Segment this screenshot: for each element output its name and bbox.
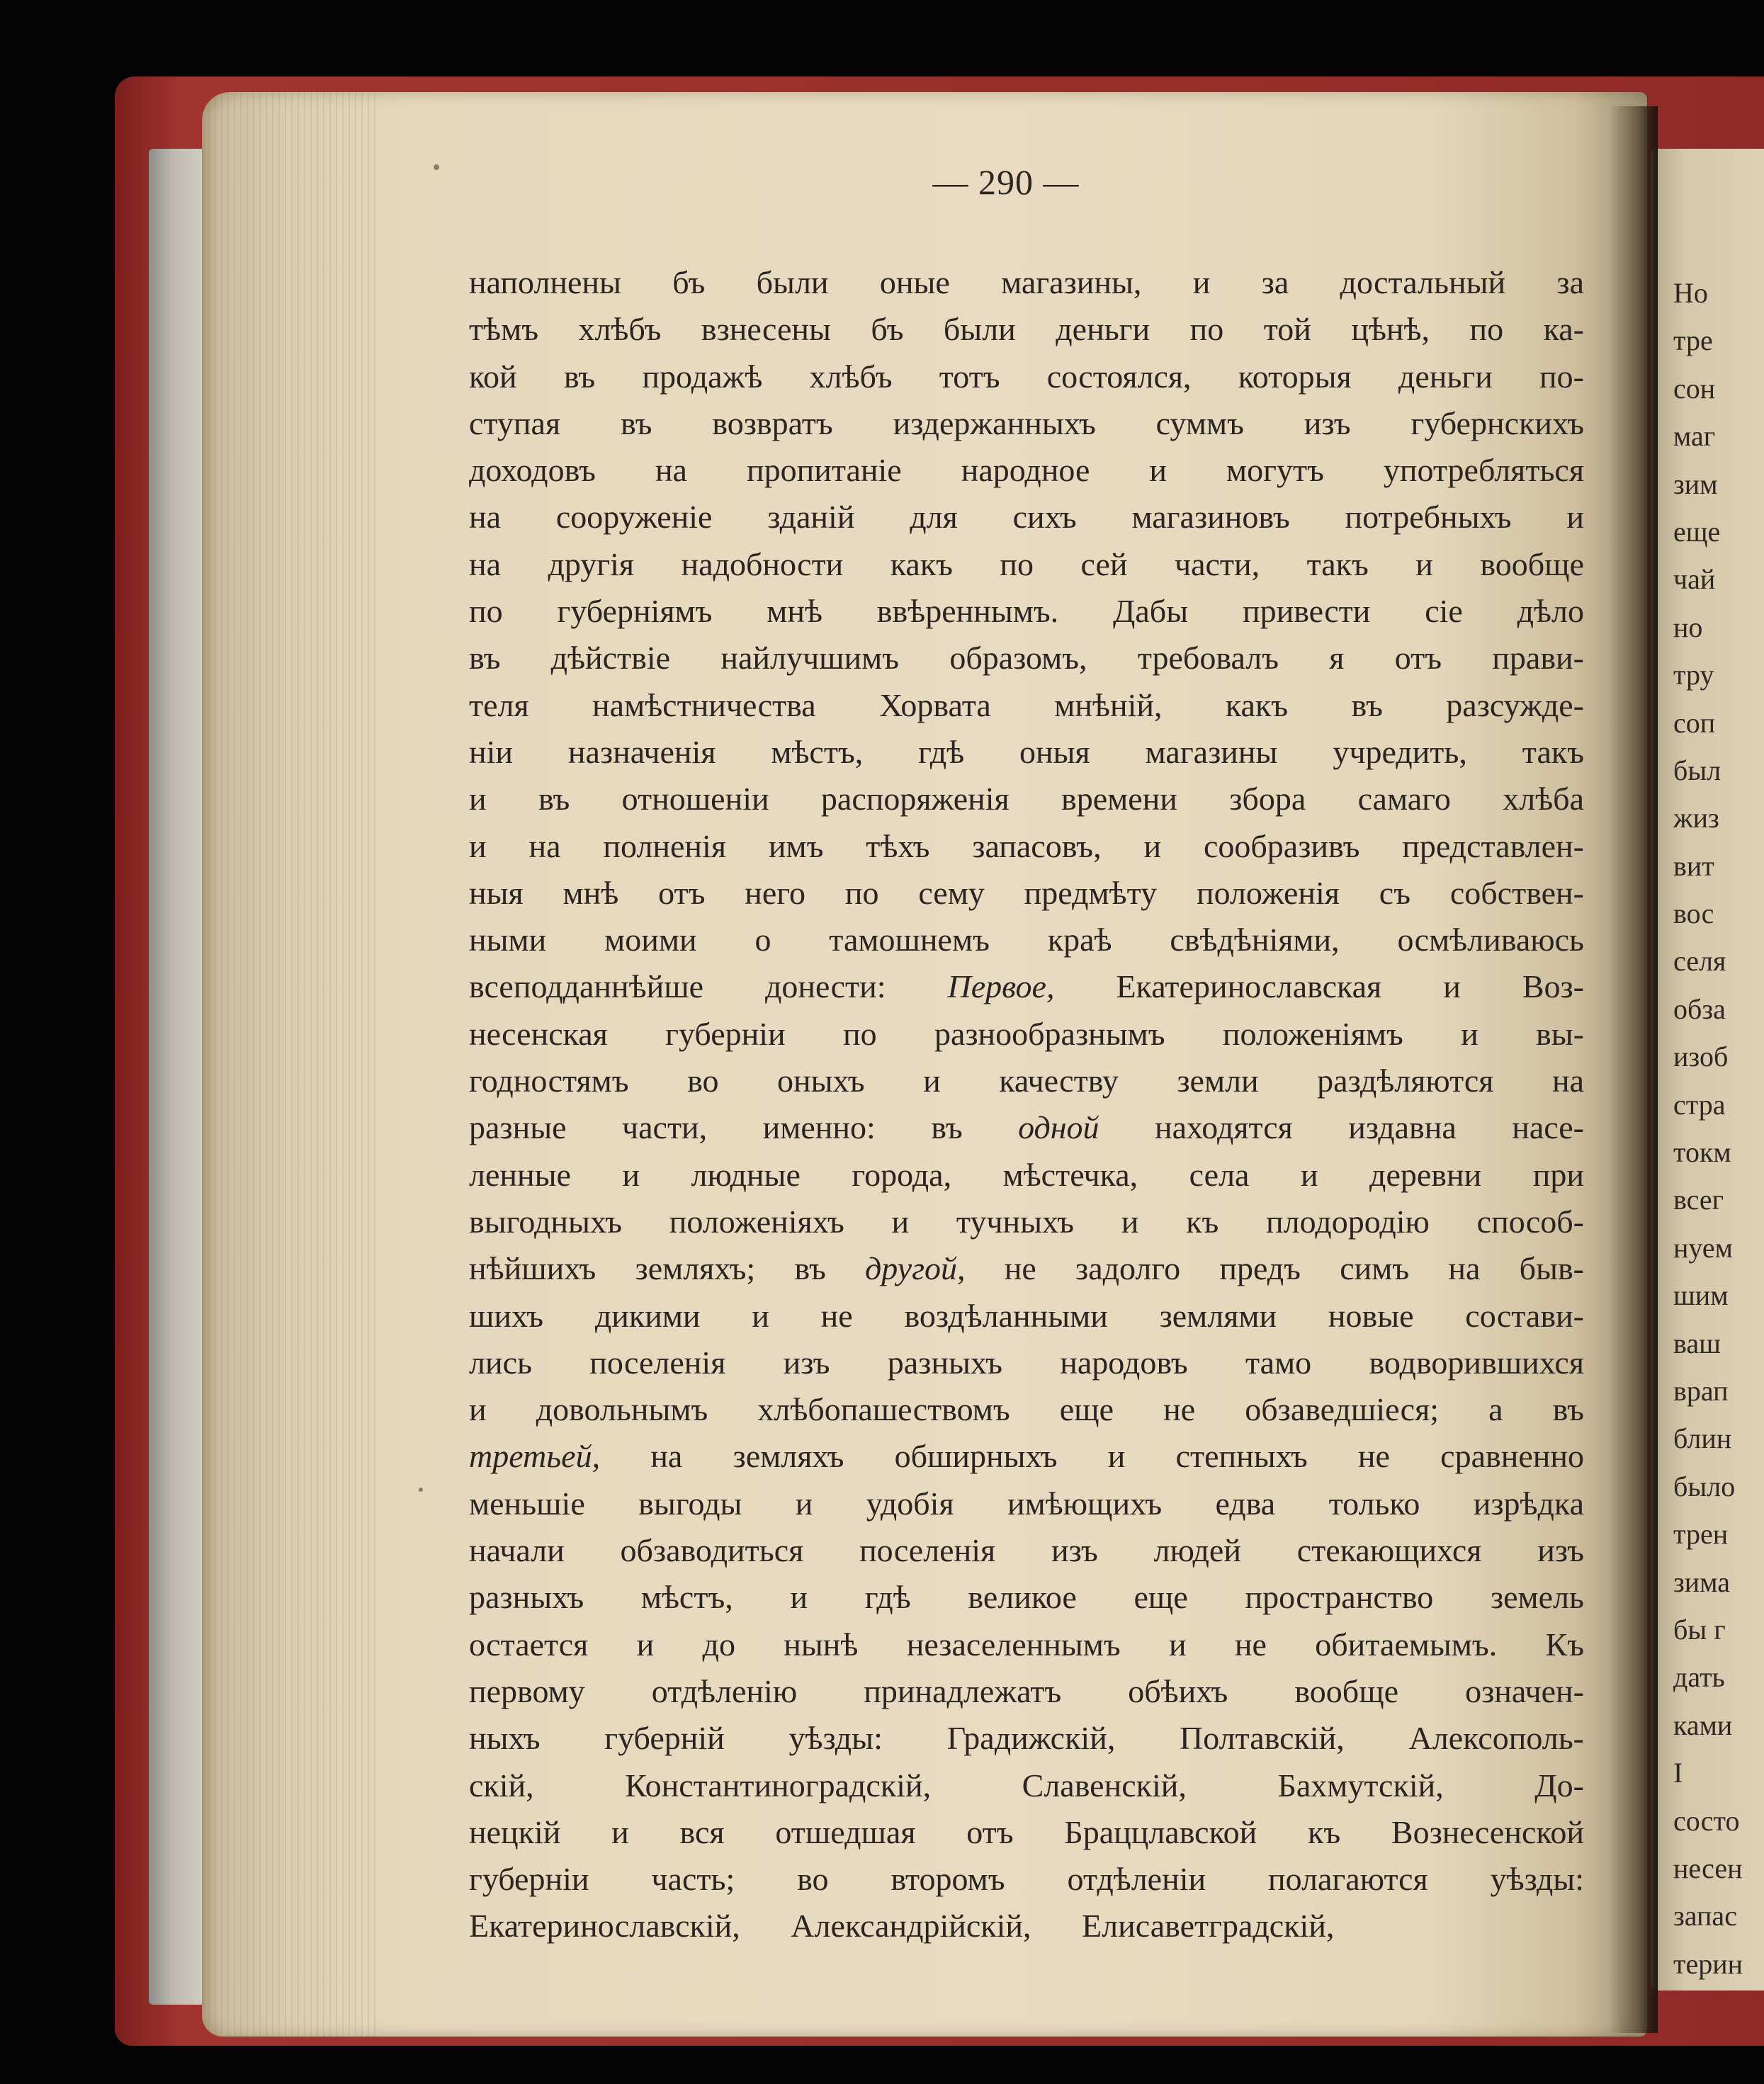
text-segment: теля намѣстничества Хорвата мнѣній, какъ въ разсужде- <box>469 686 1584 723</box>
text-segment: на другія надобности какъ по сей части, такъ и вообще <box>469 545 1584 582</box>
facing-page-line: маг <box>1673 420 1716 453</box>
facing-page-line: тру <box>1673 659 1714 691</box>
text-line <box>469 776 1584 822</box>
text-segment: и довольнымъ хлѣбопашествомъ еще не обзаведшіеся; а въ <box>469 1391 1584 1428</box>
facing-page-line: Но <box>1673 277 1708 309</box>
text-segment: губерніи часть; во второмъ отдѣленіи полагаются уѣзды: <box>469 1861 1584 1898</box>
text-line <box>469 1152 1584 1199</box>
text-line <box>469 682 1584 729</box>
text-line <box>469 1762 1584 1809</box>
facing-page-line: бы г <box>1673 1613 1726 1646</box>
text-segment: разныхъ мѣстъ, и гдѣ великое еще пространство земель <box>469 1579 1584 1616</box>
text-segment: выгодныхъ положеніяхъ и тучныхъ и къ плодородію способ- <box>469 1203 1584 1240</box>
book-gutter <box>1608 106 1658 2033</box>
text-line <box>469 1527 1584 1574</box>
text-segment: доходовъ на пропитаніе народное и могутъ употребляться <box>469 452 1584 489</box>
text-segment: въ дѣйствіе найлучшимъ образомъ, требовалъ я отъ прави- <box>469 640 1584 676</box>
facing-page-line: токм <box>1673 1136 1731 1169</box>
facing-page-line: всег <box>1673 1184 1724 1216</box>
facing-page-line: I <box>1673 1757 1683 1789</box>
facing-page-line: ками <box>1673 1709 1733 1741</box>
text-segment: начали обзаводиться поселенія изъ людей стекающихся изъ <box>469 1532 1584 1569</box>
facing-page-line: зим <box>1673 468 1718 500</box>
text-segment: несенская губерніи по разнообразнымъ положеніямъ и вы- <box>469 1015 1584 1052</box>
text-segment: и на полненія имъ тѣхъ запасовъ, и сообразивъ представлен- <box>469 827 1584 864</box>
text-line <box>469 494 1584 540</box>
facing-page-line: дать <box>1673 1661 1725 1694</box>
text-segment: наполнены бъ были оные магазины, и за достальный за <box>469 264 1584 300</box>
text-segment: скій, Константиноградскій, Славенскій, Бахмутскій, До- <box>469 1767 1584 1803</box>
text-line <box>469 353 1584 400</box>
text-line <box>469 1668 1584 1715</box>
text-line <box>469 1340 1584 1386</box>
text-segment: нѣйшихъ земляхъ; въ <box>469 1250 865 1287</box>
facing-page-line: терин <box>1673 1947 1743 1980</box>
facing-page-line: жиз <box>1673 802 1719 834</box>
text-line <box>469 729 1584 776</box>
facing-page-line: вит <box>1673 849 1714 882</box>
text-line <box>469 1386 1584 1433</box>
facing-page-line: запас <box>1673 1900 1737 1932</box>
text-segment: разные части, именно: въ <box>469 1109 1019 1146</box>
text-segment: ленные и людные города, мѣстечка, села и деревни при <box>469 1156 1584 1193</box>
facing-page-line: состо <box>1673 1804 1740 1837</box>
text-segment: шихъ дикими и не воздѣланными землями новые состави- <box>469 1297 1584 1334</box>
text-line <box>469 541 1584 588</box>
text-segment: находятся издавна насе- <box>1099 1109 1584 1146</box>
text-segment: на земляхъ обширныхъ и степныхъ не сравненно <box>600 1438 1584 1475</box>
text-line <box>469 447 1584 494</box>
text-segment: по губерніямъ мнѣ ввѣреннымъ. Дабы привести сіе дѣло <box>469 593 1584 630</box>
page-number: — 290 — <box>932 162 1080 202</box>
text-segment: годностямъ во оныхъ и качеству земли раздѣляются на <box>469 1063 1584 1099</box>
text-segment: ніи назначенія мѣстъ, гдѣ оныя магазины учредить, такъ <box>469 733 1584 770</box>
facing-page-line: изоб <box>1673 1041 1729 1073</box>
text-segment: Екатеринославскій, Александрійскій, Елисаветградскій, <box>469 1908 1335 1944</box>
text-line <box>469 635 1584 681</box>
text-segment: остается и до нынѣ незаселеннымъ и не обитаемымъ. Къ <box>469 1626 1584 1663</box>
facing-page-line: зима <box>1673 1565 1730 1598</box>
italic-word: Первое, <box>947 968 1055 1005</box>
text-line <box>469 1480 1584 1527</box>
text-line <box>469 1621 1584 1668</box>
text-segment: кой въ продажѣ хлѣбъ тотъ состоялся, которыя деньги по- <box>469 358 1584 395</box>
text-segment: и въ отношеніи распоряженія времени збора самаго хлѣба <box>469 781 1584 817</box>
facing-page-line: несен <box>1673 1852 1743 1884</box>
text-line <box>469 1903 1584 1949</box>
text-line <box>469 917 1584 963</box>
facing-page-line: обза <box>1673 992 1726 1025</box>
text-line <box>469 259 1584 306</box>
text-segment: нецкій и вся отшедшая отъ Браццлавской къ Вознесенской <box>469 1813 1584 1850</box>
text-line <box>469 1856 1584 1903</box>
italic-word: другой, <box>865 1250 966 1287</box>
facing-page-line: чай <box>1673 563 1716 596</box>
facing-page-line: селя <box>1673 945 1726 978</box>
page-edge-lines <box>202 92 379 2037</box>
facing-page-line: трен <box>1673 1518 1729 1551</box>
text-segment: тѣмъ хлѣбъ взнесены бъ были деньги по той цѣнѣ, по ка- <box>469 311 1584 348</box>
text-line <box>469 588 1584 635</box>
facing-page-line: блин <box>1673 1422 1732 1455</box>
facing-page-line: но <box>1673 611 1703 643</box>
text-segment: всеподданнѣйше донести: <box>469 968 948 1005</box>
text-line <box>469 1011 1584 1058</box>
text-line <box>469 400 1584 447</box>
text-segment: лись поселенія изъ разныхъ народовъ тамо водворившихся <box>469 1344 1584 1381</box>
text-segment: первому отдѣленію принадлежатъ обѣихъ вообще означен- <box>469 1672 1584 1709</box>
facing-page-line: вос <box>1673 897 1714 930</box>
text-segment: Екатеринославская и Воз- <box>1054 968 1584 1005</box>
text-line <box>469 1199 1584 1245</box>
text-segment: ступая въ возвратъ издержанныхъ суммъ изъ губернскихъ <box>469 404 1584 441</box>
text-line <box>469 1245 1584 1292</box>
facing-page-line: ваш <box>1673 1327 1721 1359</box>
facing-page-line: был <box>1673 754 1721 786</box>
facing-page-text <box>1673 269 1764 1988</box>
text-segment: не задолго предъ симъ на быв- <box>965 1250 1584 1287</box>
text-segment: ныя мнѣ отъ него по сему предмѣту положенія съ собствен- <box>469 874 1584 911</box>
text-segment: на сооруженіе зданій для сихъ магазиновъ потребныхъ и <box>469 499 1584 536</box>
page-body-text <box>469 259 1584 1950</box>
facing-page-line: было <box>1673 1470 1736 1502</box>
facing-page-line: еще <box>1673 515 1721 548</box>
text-line <box>469 1058 1584 1104</box>
text-line <box>469 1293 1584 1340</box>
text-line <box>469 1809 1584 1856</box>
italic-word: третьей, <box>469 1438 601 1475</box>
italic-word: одной <box>1018 1109 1099 1146</box>
text-line <box>469 1715 1584 1762</box>
facing-page-line: сон <box>1673 372 1716 404</box>
facing-page-line: тре <box>1673 324 1713 357</box>
page-stack-edge <box>149 149 205 2005</box>
paper-speck <box>419 1488 423 1492</box>
text-segment: меньшіе выгоды и удобія имѣющихъ едва только изрѣдка <box>469 1485 1584 1522</box>
text-line <box>469 306 1584 353</box>
facing-page-line: стра <box>1673 1088 1726 1121</box>
facing-page-line: врап <box>1673 1374 1729 1407</box>
text-line <box>469 823 1584 870</box>
text-segment: ныхъ губерній уѣзды: Градижскій, Полтавскій, Алексополь- <box>469 1720 1584 1757</box>
paper-speck <box>434 164 439 170</box>
text-line <box>469 963 1584 1010</box>
text-line <box>469 870 1584 917</box>
text-line <box>469 1574 1584 1621</box>
text-segment: ными моими о тамошнемъ краѣ свѣдѣніями, осмѣливаюсь <box>469 922 1584 958</box>
text-line <box>469 1433 1584 1480</box>
facing-page-line: соп <box>1673 706 1716 739</box>
text-line <box>469 1104 1584 1151</box>
facing-page-line: нуем <box>1673 1231 1733 1264</box>
facing-page-line: шим <box>1673 1279 1729 1312</box>
